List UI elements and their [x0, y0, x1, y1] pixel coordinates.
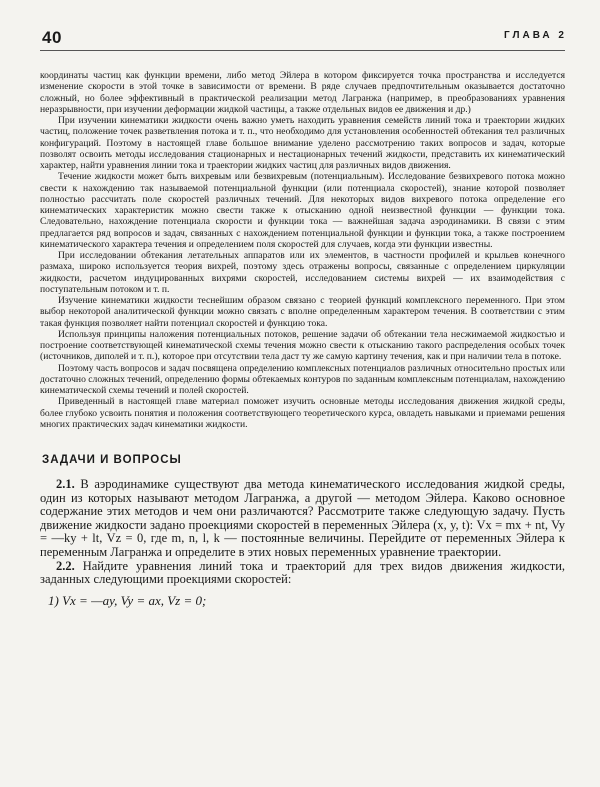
formula: 1) Vx = —ay, Vy = ax, Vz = 0; [48, 592, 207, 608]
question-item [40, 478, 565, 560]
question-text: Найдите уравнения линий тока и траекторий для трех видов движения жидкости, заданных следующими проекциями скоростей: [40, 558, 566, 587]
paragraph: Поэтому часть вопросов и задач посвящена определению комплексных потенциалов различных относительно простых или достаточно сложных течений, определению формы обтекаемых контуров по заданным комплексным потенциалам, нахождению кинематической схемы течений и полей скоростей. [40, 362, 565, 396]
question-number: 2.2. [56, 558, 75, 573]
header-rule [40, 50, 565, 51]
paragraph: Течение жидкости может быть вихревым или безвихревым (потенциальным). Исследование безвихревого потока можно свести к нахождению так называемой потенциальной функции (или потенциала скоростей), знание которой позволяет полностью рассчитать поле скоростей различных течений. Для некоторых видов вихревого потока определение его кинематических характеристик можно свести также к отысканию одной неизвестной функции — функции тока. Следовательно, нахождение потенциала скорости и функции тока — важнейшая задача аэродинамики. В связи с этим предлагается ряд вопросов и задач, связанных с нахождением потенциальной функции и функции тока, а также построением кинематического характера течения и определением поля скоростей для случаев, когда эти функции известны. [40, 171, 565, 250]
question-text: В аэродинамике существуют два метода кинематического исследования жидкой среды, один из которых называют методом Лагранжа, а другой — методом Эйлера. Каково основное содержание этих методов и чем они различаются? Рассмотрите также следующую задачу. Пусть движение жидкости задано проекциями скоростей в переменных Эйлера (x, y, t): Vx = mx + nt, Vy = —ky + lt, Vz = 0, где m, n, l, k — постоянные величины. Перейдите от переменных Эйлера к переменным Лагранжа и определите в этих новых переменных уравнение траектории. [40, 477, 565, 559]
paragraph: координаты частиц как функции времени, либо метод Эйлера в котором фиксируется точка пространства и исследуется изменение скорости в этой точке в зависимости от времени. В ряде случаев предпочтительным оказывается достаточно сложный, но более эффективный в практической реализации метод Лагранжа (например, в преобразованиях уравнения неразрывности, при изучении деформации жидкой частицы, а также отдельных видов ее движения и др.) [40, 70, 565, 115]
section-title: ЗАДАЧИ И ВОПРОСЫ [42, 454, 182, 466]
page-number: 40 [42, 28, 62, 47]
paragraph: Изучение кинематики жидкости теснейшим образом связано с теорией функций комплексного переменного. При этом выбор некоторой аналитической функции можно связать с вполне определенным характером течения. В соответствии с этим такая функция позволяет найти потенциал скоростей и функцию тока. [40, 295, 565, 329]
paragraph: При изучении кинематики жидкости очень важно уметь находить уравнения семейств линий тока и траектории жидких частиц, положение точек разветвления потока и т. п., что необходимо для установления особенностей обтекания тел различных конфигураций. Поэтому в настоящей главе большое внимание уделено рассмотрению таких вопросов и задач, которые позволят освоить методы исследования стационарных и нестационарных течений жидкости, представить их кинематический характер, найти уравнения линии тока и траектории жидких частиц для различных видов движения. [40, 115, 565, 171]
paragraph: Используя принципы наложения потенциальных потоков, решение задачи об обтекании тела несжимаемой жидкостью и построение соответствующей кинематической схемы течения можно свести к отысканию такого распределения особых точек (источников, диполей и т. п.), которое при отсутствии тела даст ту же самую картину течения, как и при наличии тела в потоке. [40, 328, 565, 363]
paragraph: При исследовании обтекания летательных аппаратов или их элементов, в частности профилей и крыльев конечного размаха, широко используется теория вихрей, поэтому здесь отражены вопросы, связанные с определением циркуляции жидкости, расчетом индуцированных вихрями скоростей, исследованием системы вихрей — их взаимодействия с поступательным потоком и т. п. [40, 250, 565, 295]
question-number: 2.1. [56, 477, 75, 491]
paragraph: Приведенный в настоящей главе материал поможет изучить основные методы исследования движения жидкой среды, более глубоко усвоить понятия и положения соответствующего теоретического курса, овладеть навыками и приемами решения многих практических задач кинематики жидкости. [40, 396, 565, 430]
intro-text [40, 70, 565, 430]
question-item [40, 560, 565, 587]
chapter-label: ГЛАВА 2 [504, 30, 567, 41]
page-header [40, 22, 565, 48]
page [40, 22, 565, 609]
questions-list [40, 478, 565, 587]
